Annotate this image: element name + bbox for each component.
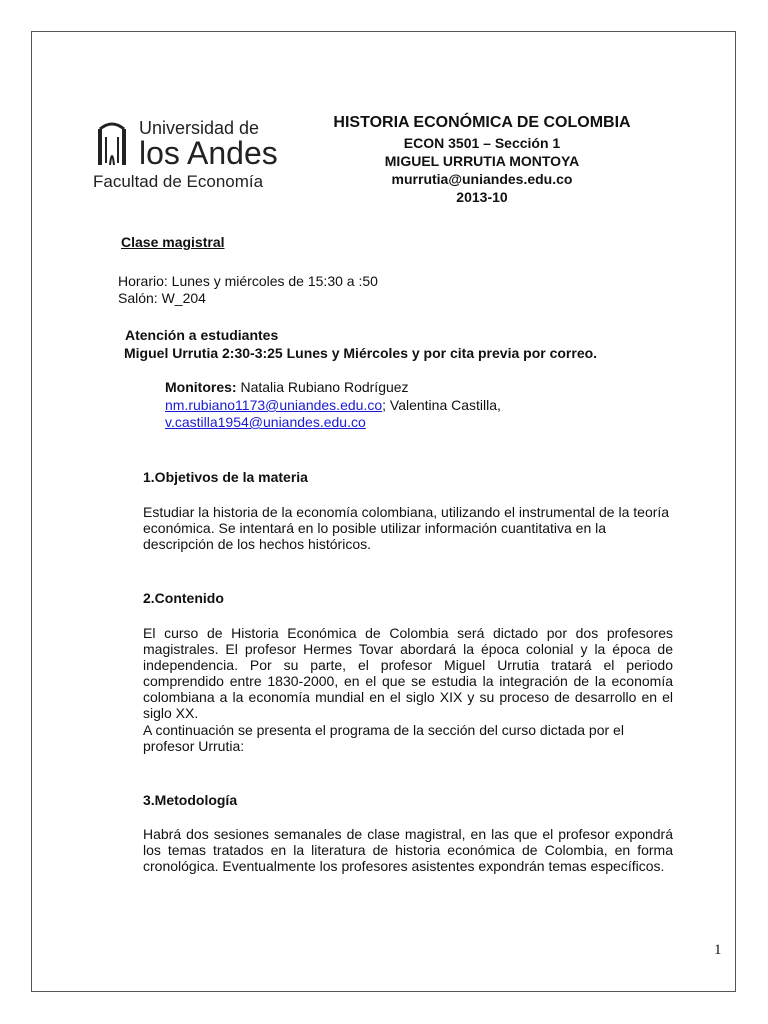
atencion-detail: Miguel Urrutia 2:30-3:25 Lunes y Miércoles y por cita previa por correo. <box>124 345 598 361</box>
monitores-label: Monitores: <box>165 379 237 395</box>
salon: Salón: W_204 <box>118 290 206 306</box>
monitores-line <box>165 379 409 396</box>
section-contenido-heading: 2.Contenido <box>143 590 224 606</box>
atencion-heading: Atención a estudiantes <box>125 327 279 343</box>
section-objetivos-heading: 1.Objetivos de la materia <box>143 469 308 485</box>
clase-magistral-heading: Clase magistral <box>121 234 225 250</box>
monitor-name-1: Natalia Rubiano Rodríguez <box>240 379 409 395</box>
university-logo <box>93 116 278 200</box>
monitor-email-link-1[interactable]: nm.rubiano1173@uniandes.edu.co <box>165 397 383 413</box>
monitor-separator: ; Valentina Castilla, <box>382 397 501 413</box>
monitores-email2-line <box>165 414 366 431</box>
section-metodologia-text: Habrá dos sesiones semanales de clase magistral, en las que el profesor expondrá los temas tratados en la literatura de historia económica de Colombia, en forma cronológica. Eventualmente los profesores asistentes expondrán temas específicos. <box>143 826 673 874</box>
course-code: ECON 3501 – Sección 1 <box>403 135 561 151</box>
horario: Horario: Lunes y miércoles de 15:30 a :50 <box>118 273 378 289</box>
document-header <box>298 112 666 206</box>
professor-email: murrutia@uniandes.edu.co <box>391 171 573 187</box>
monitor-email-link-2[interactable]: v.castilla1954@uniandes.edu.co <box>165 414 366 430</box>
term: 2013-10 <box>456 189 508 205</box>
university-emblem-icon <box>93 121 131 169</box>
professor-name: MIGUEL URRUTIA MONTOYA <box>384 153 580 169</box>
logo-line-1: Universidad de <box>139 118 260 138</box>
section-contenido-text-1: El curso de Historia Económica de Colombia será dictado por dos profesores magistrales. El profesor Hermes Tovar abordará la época colonial y la época de independencia. Por su parte, el profesor Miguel Urrutia tratará el periodo comprendido entre 1830-2000, en el que se estudia la integración de la economía colombiana a la economía mundial en el siglo XIX y su proceso de desarrollo en el siglo XX. <box>143 625 673 721</box>
logo-line-2: los Andes <box>139 135 278 171</box>
page-number: 1 <box>714 942 722 958</box>
course-title: HISTORIA ECONÓMICA DE COLOMBIA <box>333 114 631 131</box>
logo-line-3: Facultad de Economía <box>93 172 264 191</box>
monitores-emails-line <box>165 397 501 414</box>
section-contenido-text-2: A continuación se presenta el programa de la sección del curso dictada por el profesor Urrutia: <box>143 722 624 754</box>
section-objetivos-text: Estudiar la historia de la economía colombiana, utilizando el instrumental de la teoría económica. Se intentará en lo posible utilizar información cuantitativa en la descripción de los hechos históricos. <box>143 504 670 552</box>
section-metodologia-heading: 3.Metodología <box>143 792 238 808</box>
